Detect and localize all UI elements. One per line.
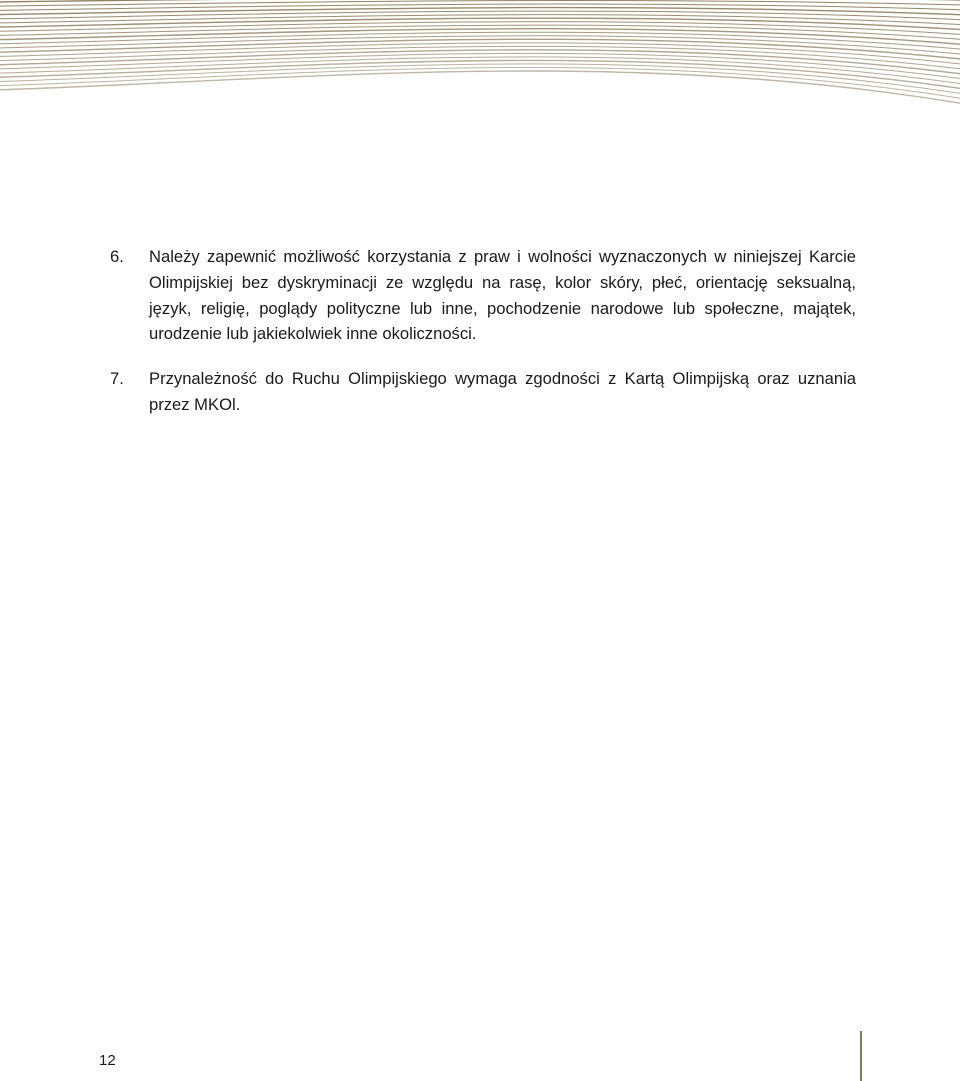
page-number: 12 [99,1052,116,1069]
document-body [110,244,856,418]
decorative-line [0,1,960,7]
list-item [110,366,856,418]
decorative-line [0,64,960,94]
list-item [110,244,856,347]
item-text: Należy zapewnić możliwość korzystania z praw i wolności wyznaczonych w niniejszej Karcie Olimpijskiej bez dyskryminacji ze względu na rasę, kolor skóry, płeć, orientację seksualną, język, religię, poglądy polityczne lub inne, pochodzenie narodowe lub społeczne, majątek, urodzenie lub jakiekolwiek inne okoliczności. [149,247,856,344]
item-number: 6. [110,247,124,266]
item-number: 7. [110,369,124,389]
header-decorative-lines [0,0,960,110]
footer-divider [860,1031,862,1081]
item-text: Przynależność do Ruchu Olimpijskiego wymaga zgodności z Kartą Olimpijską oraz uznania przez MKOl. [149,369,856,414]
